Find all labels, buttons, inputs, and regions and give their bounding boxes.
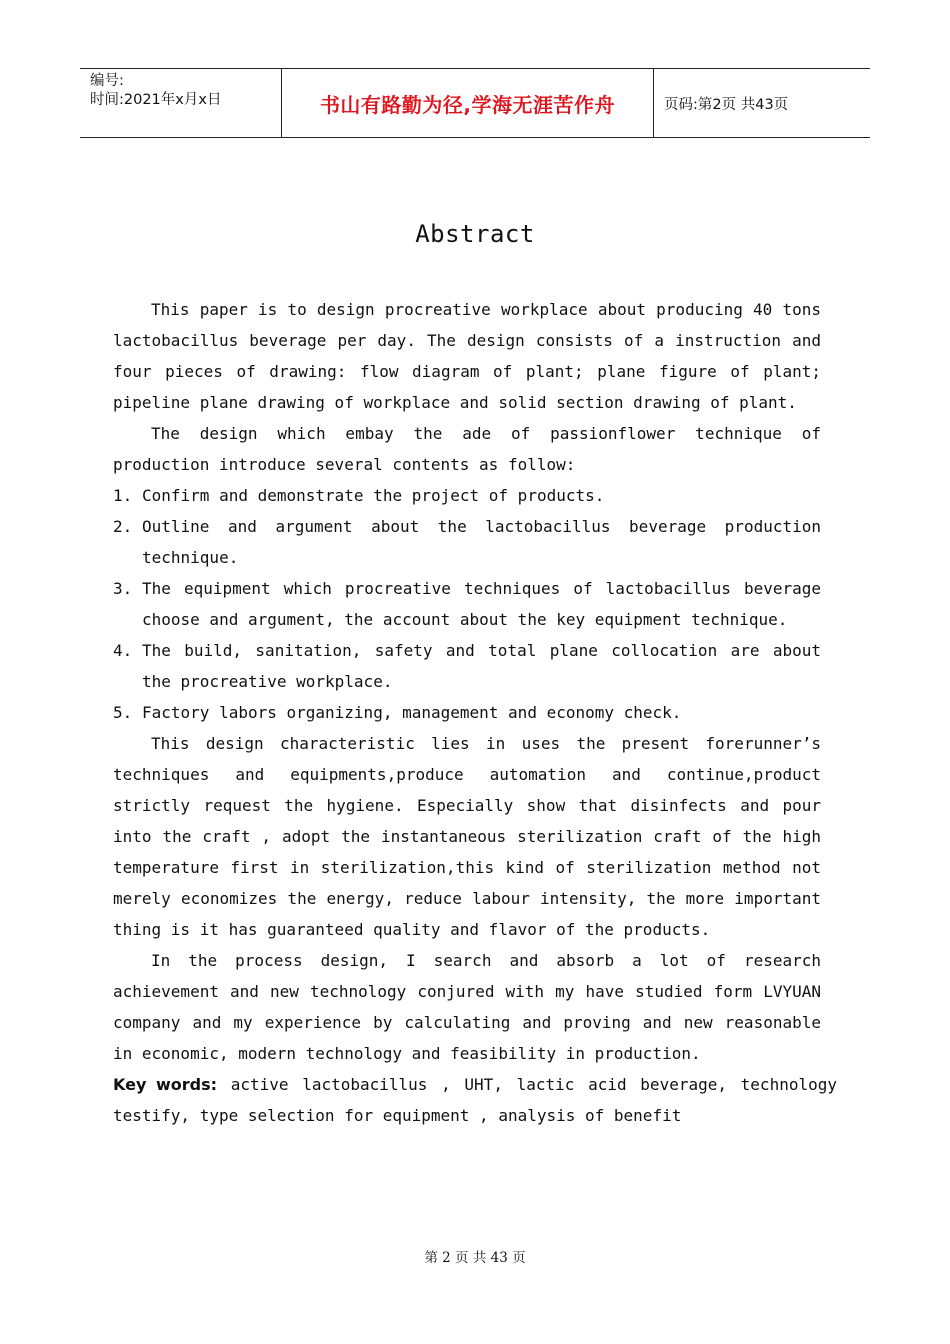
list-text: The equipment which procreative techniques of lactobacillus beverage choose and argument, the account about the key equipment technique. bbox=[142, 579, 821, 629]
number-label: 编号: bbox=[90, 73, 124, 89]
header-page-label: 页码:第2页 共43页 bbox=[664, 96, 789, 113]
list-item bbox=[113, 480, 821, 511]
list-number: 5. bbox=[113, 703, 133, 722]
list-text: Outline and argument about the lactobacillus beverage production technique. bbox=[142, 517, 821, 567]
keywords-label: Key words: bbox=[113, 1075, 218, 1094]
list-item bbox=[113, 635, 821, 697]
page-title: Abstract bbox=[415, 220, 535, 248]
list-number: 4. bbox=[113, 641, 133, 660]
list-number: 1. bbox=[113, 486, 133, 505]
page-header bbox=[80, 68, 870, 138]
paragraph: This design characteristic lies in uses the present forerunner’s techniques and equipments,produce automation and continue,product strictly request the hygiene. Especially show that disinfects and pour into the craft , adopt the instantaneous sterilization craft of the high temperature first in sterilization,this kind of sterilization method not merely economizes the energy, reduce labour intensity, the more important thing is it has guaranteed quality and flavor of the products. bbox=[113, 734, 821, 939]
time-label: 时间:2021年x月x日 bbox=[90, 92, 222, 108]
keywords-text: active lactobacillus , UHT, lactic acid beverage, technology testify, type selection for equipment , analysis of benefit bbox=[113, 1075, 837, 1125]
paragraph: This paper is to design procreative workplace about producing 40 tons lactobacillus beverage per day. The design consists of a instruction and four pieces of drawing: flow diagram of plant; plane figure of plant; pipeline plane drawing of workplace and solid section drawing of plant. bbox=[113, 300, 821, 412]
list-number: 2. bbox=[113, 517, 133, 536]
list-text: Confirm and demonstrate the project of products. bbox=[142, 486, 605, 505]
page-footer: 第 2 页 共 43 页 bbox=[424, 1250, 526, 1266]
list-text: Factory labors organizing, management and economy check. bbox=[142, 703, 682, 722]
keywords bbox=[113, 1069, 837, 1131]
paragraph: The design which embay the ade of passionflower technique of production introduce several contents as follow: bbox=[113, 424, 821, 474]
header-meta bbox=[80, 69, 281, 137]
list-number: 3. bbox=[113, 579, 133, 598]
abstract-body bbox=[113, 294, 837, 1131]
list-text: The build, sanitation, safety and total plane collocation are about the procreative workplace. bbox=[142, 641, 821, 691]
list-item bbox=[113, 573, 821, 635]
header-motto: 书山有路勤为径,学海无涯苦作舟 bbox=[281, 69, 654, 137]
paragraph: In the process design, I search and absorb a lot of research achievement and new technology conjured with my have studied form LVYUAN company and my experience by calculating and proving and new reasonable in economic, modern technology and feasibility in production. bbox=[113, 951, 821, 1063]
list-item bbox=[113, 697, 821, 728]
list-item bbox=[113, 511, 821, 573]
